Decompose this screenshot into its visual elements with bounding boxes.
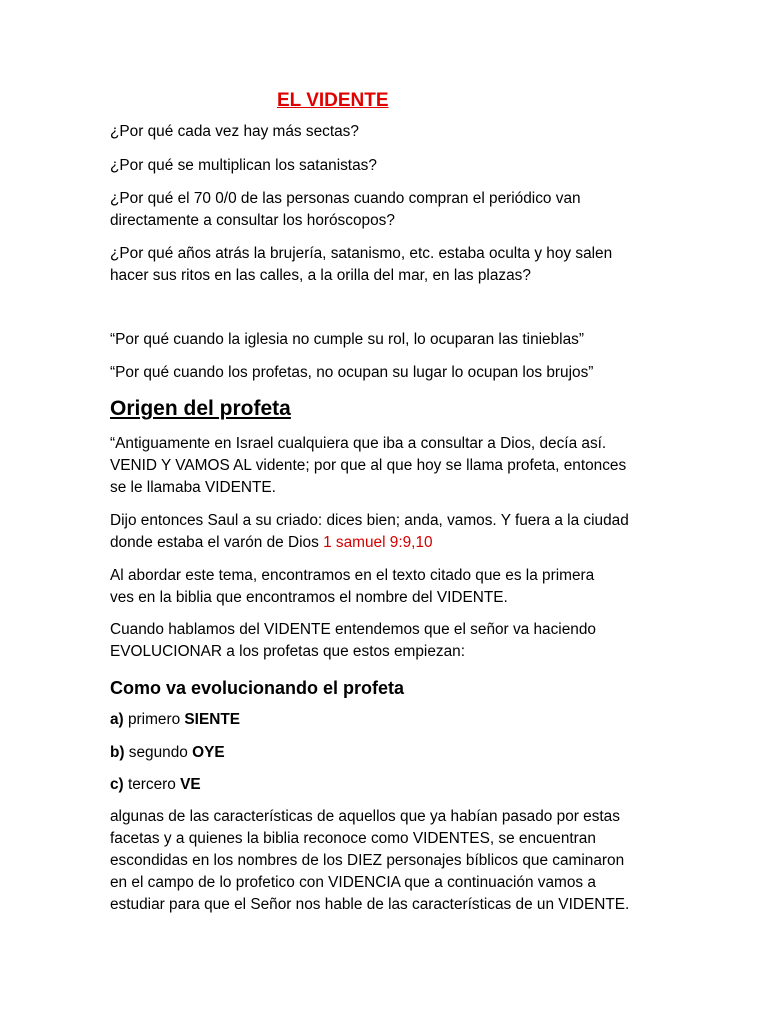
question-line: ¿Por qué el 70 0/0 de las personas cuando compran el periódico van	[110, 190, 581, 207]
paragraph-line: se le llamaba VIDENTE.	[110, 479, 276, 496]
bible-reference: 1 samuel 9:9,10	[323, 534, 433, 551]
list-marker: b)	[110, 744, 125, 761]
quote-line: “Por qué cuando los profetas, no ocupan su lugar lo ocupan los brujos”	[110, 364, 594, 381]
list-marker: c)	[110, 776, 124, 793]
paragraph-line: ves en la biblia que encontramos el nombre del VIDENTE.	[110, 589, 508, 606]
paragraph-line: VENID Y VAMOS AL vidente; por que al que hoy se llama profeta, entonces	[110, 457, 627, 474]
question-line: ¿Por qué se multiplican los satanistas?	[110, 157, 377, 174]
list-item	[110, 774, 670, 796]
question-line: hacer sus ritos en las calles, a la orilla del mar, en las plazas?	[110, 267, 531, 284]
list-item-text: tercero	[123, 776, 181, 793]
question-line: directamente a consultar los horóscopos?	[110, 212, 395, 229]
paragraph-line: algunas de las características de aquellos que ya habían pasado por estas	[110, 808, 620, 825]
list-item-keyword: VE	[180, 776, 201, 793]
paragraph-line	[110, 532, 670, 554]
list-item-keyword: SIENTE	[184, 711, 241, 728]
paragraph-line: facetas y a quienes la biblia reconoce como VIDENTES, se encuentran	[110, 830, 596, 847]
list-item-text: primero	[123, 711, 185, 728]
paragraph-line: escondidas en los nombres de los DIEZ personajes bíblicos que caminaron	[110, 852, 625, 869]
section-heading-evolucion: Como va evolucionando el profeta	[110, 678, 405, 698]
list-item	[110, 709, 670, 731]
list-marker: a)	[110, 711, 124, 728]
paragraph-line: Dijo entonces Saul a su criado: dices bien; anda, vamos. Y fuera a la ciudad	[110, 512, 629, 529]
paragraph-line: EVOLUCIONAR a los profetas que estos empiezan:	[110, 643, 466, 660]
question-line: ¿Por qué años atrás la brujería, satanismo, etc. estaba oculta y hoy salen	[110, 245, 613, 262]
paragraph-text: donde estaba el varón de Dios	[110, 534, 324, 551]
quote-line: “Por qué cuando la iglesia no cumple su rol, lo ocuparan las tinieblas”	[110, 331, 584, 348]
list-item	[110, 742, 670, 764]
section-heading-origen: Origen del profeta	[110, 397, 291, 420]
list-item-text: segundo	[124, 744, 193, 761]
paragraph-line: “Antiguamente en Israel cualquiera que iba a consultar a Dios, decía así.	[110, 435, 607, 452]
paragraph-line: Cuando hablamos del VIDENTE entendemos que el señor va haciendo	[110, 621, 596, 638]
paragraph-line: en el campo de lo profetico con VIDENCIA que a continuación vamos a	[110, 874, 596, 891]
question-line: ¿Por qué cada vez hay más sectas?	[110, 123, 359, 140]
paragraph-line: Al abordar este tema, encontramos en el texto citado que es la primera	[110, 567, 595, 584]
document-title: EL VIDENTE	[277, 90, 389, 111]
list-item-keyword: OYE	[192, 744, 225, 761]
paragraph-line: estudiar para que el Señor nos hable de las características de un VIDENTE.	[110, 896, 630, 913]
